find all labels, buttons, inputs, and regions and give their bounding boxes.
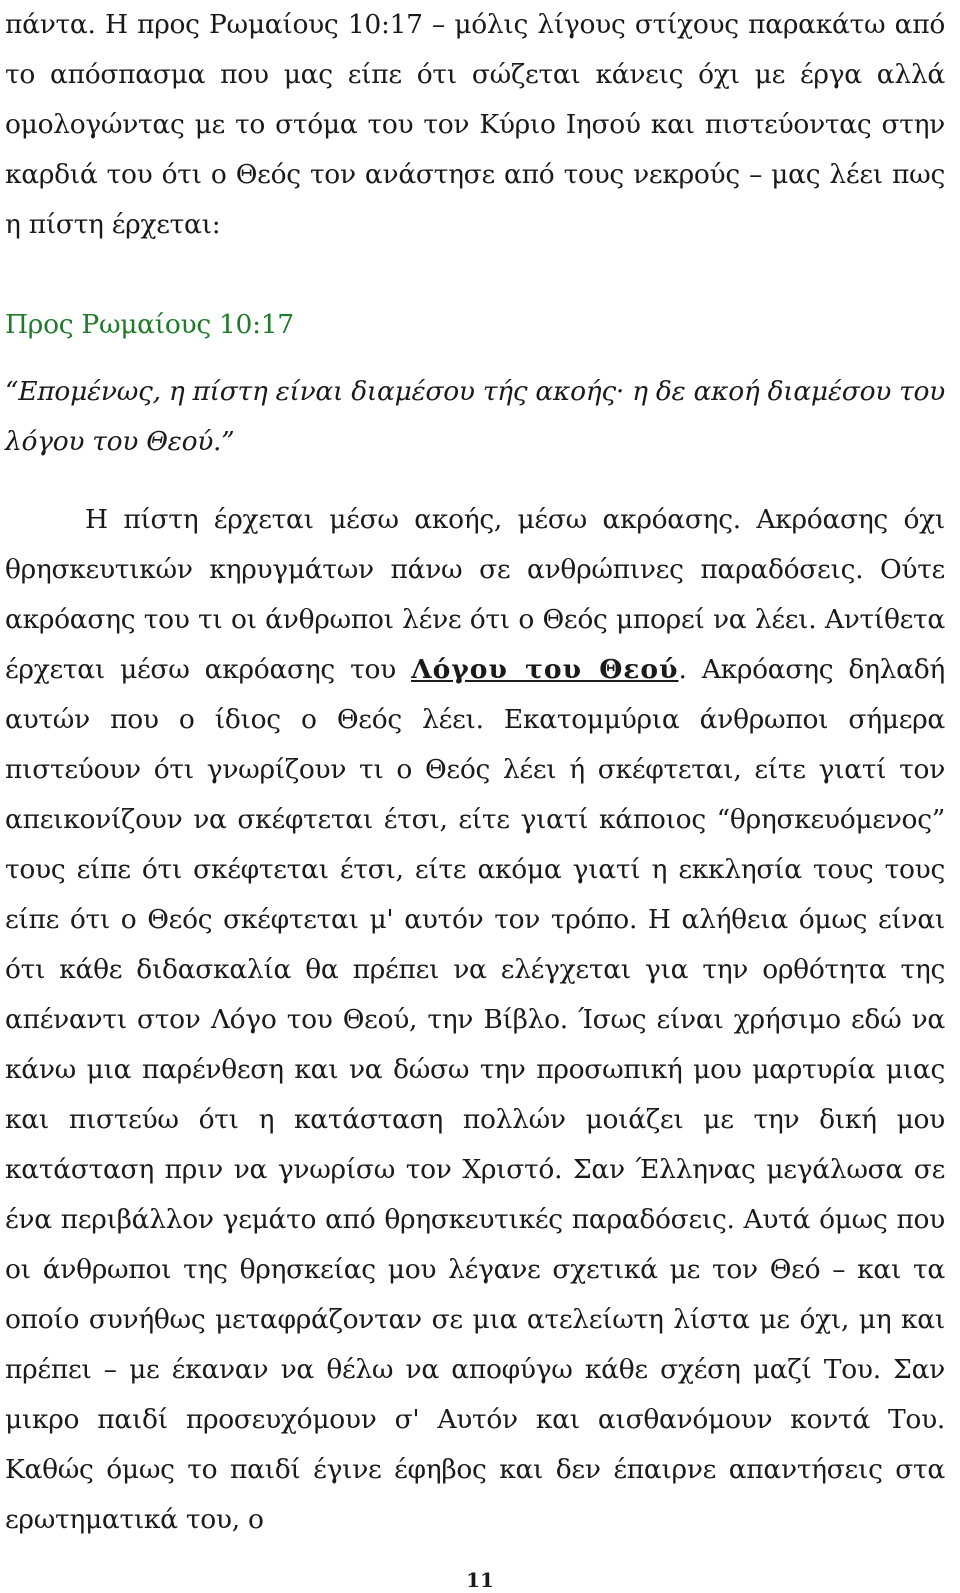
page-number: 11 — [466, 1568, 494, 1592]
intro-paragraph: πάντα. Η προς Ρωμαίους 10:17 – μόλις λίγους στίχους παρακάτω από το απόσπασμα που μας είπε ότι σώζεται κάνεις όχι με έργα αλλά ομολογώντας με το στόμα του τον Κύριο Ιησού και πιστεύοντας στην καρδιά του ότι ο Θεός τον ανάστησε από τους νεκρούς – μας λέει πως η πίστη έρχεται: — [5, 9, 945, 240]
emphasized-word-of-god: Λόγου του Θεού — [411, 654, 679, 685]
main-paragraph-text-2: . Ακρόασης δηλαδή αυτών που ο ίδιος ο Θεός λέει. Εκατομμύρια άνθρωποι σήμερα πιστεύουν ότι γνωρίζουν τι ο Θεός λέει ή σκέφτεται, είτε γιατί τον απεικονίζουν να σκέφτεται έτσι, είτε γιατί κάποιος “θρησκευόμενος” τους είπε ότι σκέφτεται έτσι, είτε ακόμα γιατί η εκκλησία τους τους είπε ότι ο Θεός σκέφτεται μ' αυτόν τον τρόπο. Η αλήθεια όμως είναι ότι κάθε διδασκαλία θα πρέπει να ελέγχεται για την ορθότητα της απέναντι στον Λόγο του Θεού, την Βίβλο. Ίσως είναι χρήσιμο εδώ να κάνω μια παρένθεση και να δώσω την προσωπική μου μαρτυρία μιας και πιστεύω ότι η κατάσταση πολλών μοιάζει με την δική μου κατάσταση πριν να γνωρίσω τον Χριστό. Σαν Έλληνας μεγάλωσα σε ένα περιβάλλον γεμάτο από θρησκευτικές παραδόσεις. Αυτά όμως που οι άνθρωποι της θρησκείας μου λέγανε σχετικά με τον Θεό – και τα οποίο συνήθως μεταφράζονταν σε μια ατελείωτη λίστα με όχι, μη και πρέπει – με έκαναν να θέλω να αποφύγω κάθε σχέση μαζί Του. Σαν μικρο παιδί προσευχόμουν σ' Αυτόν και αισθανόμουν κοντά Του. Καθώς όμως το παιδί έγινε έφηβος και δεν έπαιρνε απαντήσεις στα ερωτηματικά του, ο — [5, 654, 945, 1535]
scripture-quote: “Επομένως, η πίστη είναι διαμέσου τής ακοής· η δε ακοή διαμέσου του λόγου του Θεού.” — [5, 375, 945, 457]
main-paragraph — [5, 495, 945, 1545]
main-paragraph-text-1: Η πίστη έρχεται μέσω ακοής, μέσω ακρόασης. Ακρόασης όχι θρησκευτικών κηρυγμάτων πάνω σε ανθρώπινες παραδόσεις. Ούτε ακρόασης του τι οι άνθρωποι λένε ότι ο Θεός μπορεί να λέει. Αντίθετα έρχεται μέσω ακρόασης του — [5, 504, 945, 685]
scripture-reference: Προς Ρωμαίους 10:17 — [5, 309, 294, 340]
